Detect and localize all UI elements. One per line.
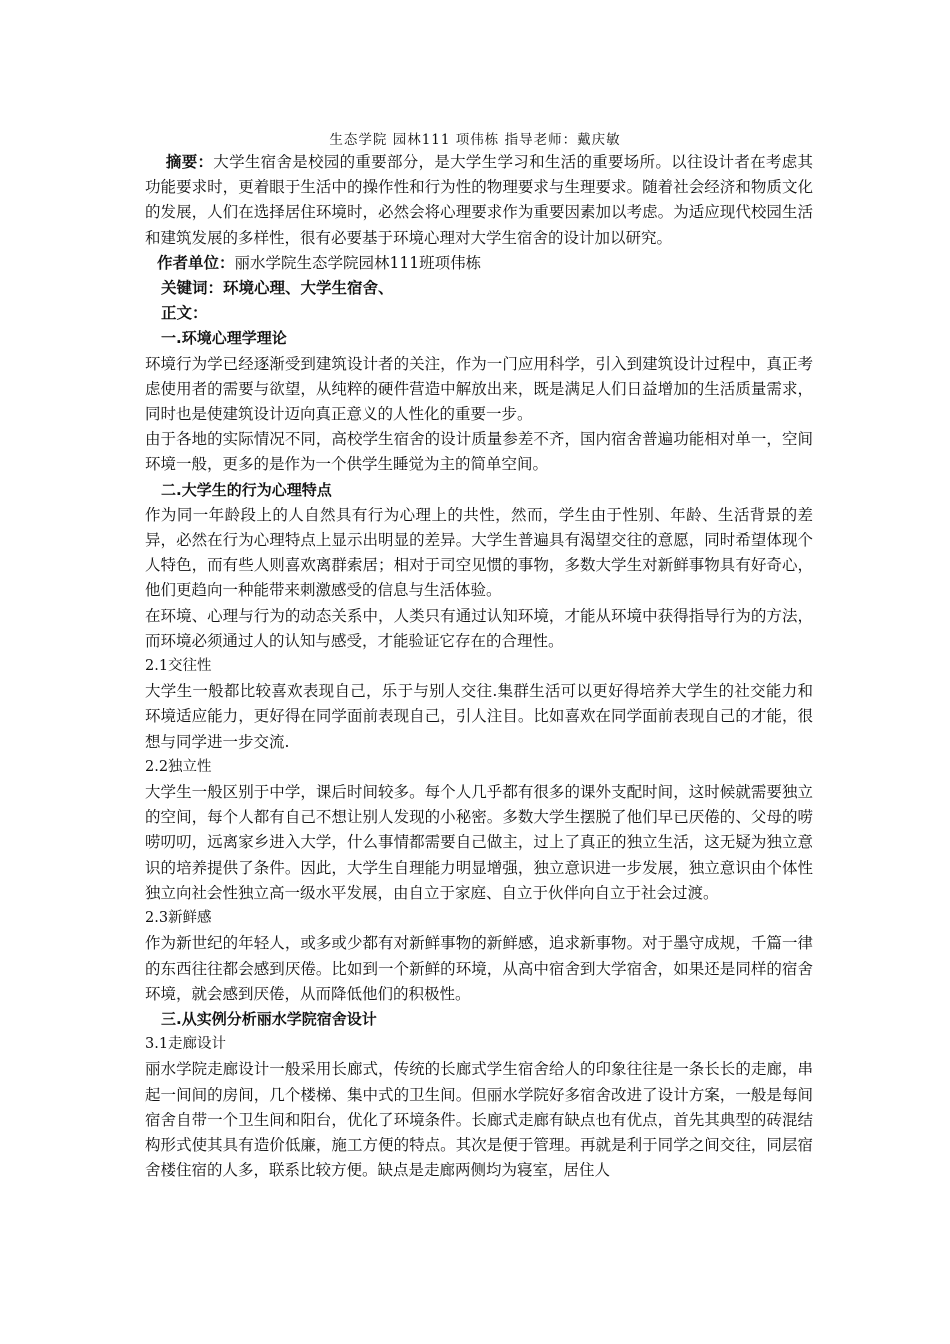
author-unit bbox=[145, 251, 813, 276]
paragraph: 环境行为学已经逐渐受到建筑设计者的关注，作为一门应用科学，引入到建筑设计过程中，真正考虑使用者的需要与欲望，从纯粹的硬件营造中解放出来，既是满足人们日益增加的生活质量需求，同时也是使建筑设计迈向真正意义的人性化的重要一步。 bbox=[145, 354, 813, 424]
byline: 生态学院 园林111 项伟栋 指导老师：戴庆敏 bbox=[329, 132, 621, 148]
abstract-label: 摘要： bbox=[165, 153, 214, 171]
subsection-heading-3-1: 3.1走廊设计 bbox=[145, 1036, 227, 1053]
section-heading-1: 一.环境心理学理论 bbox=[161, 329, 287, 348]
paragraph: 丽水学院走廊设计一般采用长廊式，传统的长廊式学生宿舍给人的印象往往是一条长长的走廊，串起一间间的房间，几个楼梯、集中式的卫生间。但丽水学院好多宿舍改进了设计方案，一般是每间宿舍自带一个卫生间和阳台，优化了环境条件。长廊式走廊有缺点也有优点，首先其典型的砖混结构形式使其具有造价低廉，施工方便的特点。其次是便于管理。再就是利于同学之间交往，同层宿舍楼住宿的人多，联系比较方便。缺点是走廊两侧均为寝室，居住人 bbox=[145, 1060, 813, 1180]
section-heading-2: 二.大学生的行为心理特点 bbox=[161, 480, 332, 499]
keywords bbox=[145, 276, 813, 301]
body-label: 正文： bbox=[161, 304, 208, 323]
subsection-heading-2-1: 2.1交往性 bbox=[145, 658, 212, 675]
paragraph: 作为新世纪的年轻人，或多或少都有对新鲜事物的新鲜感，追求新事物。对于墨守成规，千篇一律的东西往往都会感到厌倦。比如到一个新鲜的环境，从高中宿舍到大学宿舍，如果还是同样的宿舍环境，就会感到厌倦，从而降低他们的积极性。 bbox=[145, 934, 813, 1003]
abstract-paragraph bbox=[145, 150, 813, 251]
author-unit-text: 丽水学院生态学院园林111班项伟栋 bbox=[234, 253, 482, 272]
section-heading-3: 三.从实例分析丽水学院宿舍设计 bbox=[161, 1009, 377, 1028]
document-body bbox=[145, 150, 813, 1183]
keywords-label: 关键词： bbox=[161, 279, 224, 298]
abstract-text: 大学生宿舍是校园的重要部分，是大学生学习和生活的重要场所。以往设计者在考虑其功能要求时，更着眼于生活中的操作性和行为性的物理要求与生理要求。随着社会经济和物质文化的发展，人们在选择居住环境时，必然会将心理要求作为重要因素加以考虑。为适应现代校园生活和建筑发展的多样性，很有必要基于环境心理对大学生宿舍的设计加以研究。 bbox=[145, 153, 813, 247]
paragraph: 大学生一般区别于中学，课后时间较多。每个人几乎都有很多的课外支配时间，这时候就需要独立的空间，每个人都有自己不想让别人发现的小秘密。多数大学生摆脱了他们早已厌倦的、父母的唠唠叨叨，远离家乡进入大学，什么事情都需要自己做主，过上了真正的独立生活，这无疑为独立意识的培养提供了条件。因此，大学生自理能力明显增强，独立意识进一步发展，独立意识由个体性独立向社会性独立高一级水平发展，由自立于家庭、自立于伙伴向自立于社会过渡。 bbox=[145, 783, 813, 902]
paragraph: 大学生一般都比较喜欢表现自己，乐于与别人交往.集群生活可以更好得培养大学生的社交能力和环境适应能力，更好得在同学面前表现自己，引人注目。比如喜欢在同学面前表现自己的才能，很想与同学进一步交流. bbox=[145, 682, 813, 751]
subsection-heading-2-2: 2.2独立性 bbox=[145, 758, 212, 775]
keywords-text: 环境心理、大学生宿舍、 bbox=[223, 279, 394, 298]
paragraph: 由于各地的实际情况不同，高校学生宿舍的设计质量参差不齐，国内宿舍普遍功能相对单一，空间环境一般，更多的是作为一个供学生睡觉为主的简单空间。 bbox=[145, 430, 813, 474]
author-unit-label: 作者单位： bbox=[157, 253, 235, 272]
paragraph: 作为同一年龄段上的人自然具有行为心理上的共性，然而，学生由于性别、年龄、生活背景的差异，必然在行为心理特点上显示出明显的差异。大学生普遍具有渴望交往的意愿，同时希望体现个人特色，而有些人则喜欢离群索居；相对于司空见惯的事物，多数大学生对新鲜事物具有好奇心，他们更趋向一种能带来刺激感受的信息与生活体验。 bbox=[145, 505, 813, 600]
paragraph: 在环境、心理与行为的动态关系中，人类只有通过认知环境，才能从环境中获得指导行为的方法，而环境必须通过人的认知与感受，才能验证它存在的合理性。 bbox=[145, 606, 813, 650]
subsection-heading-2-3: 2.3新鲜感 bbox=[145, 910, 212, 927]
